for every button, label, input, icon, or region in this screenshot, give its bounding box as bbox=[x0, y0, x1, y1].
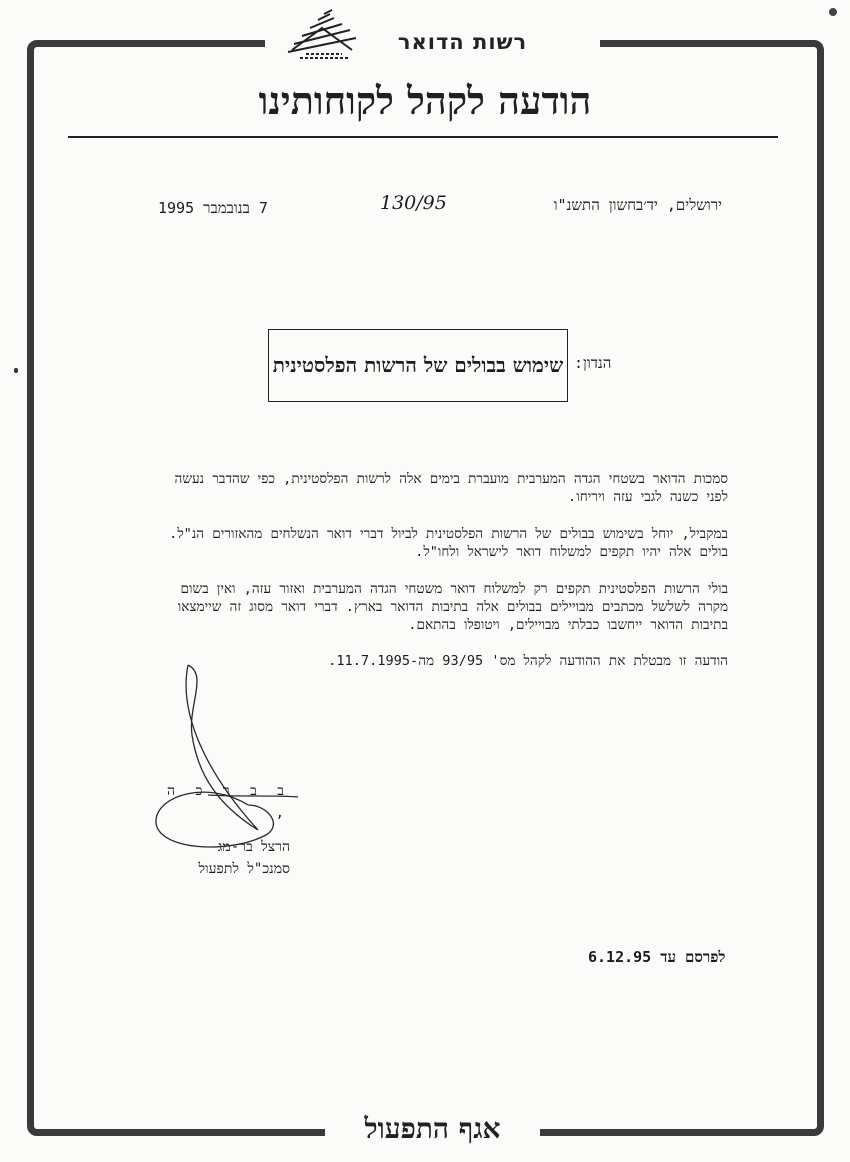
body-paragraph: במקביל, יוחל בשימוש בבולים של הרשות הפלסטינית לביול דברי דואר הנשלחים מהאזורים הנ"ל. בולים אלה יהיו תקפים למשלוח דואר לישראל ולחו"ל. bbox=[169, 526, 728, 560]
page-title: הודעה לקהל לקוחותינו bbox=[258, 78, 592, 123]
closing-greeting: ב ב ר כ ה , bbox=[167, 783, 290, 821]
subject-box bbox=[268, 329, 568, 402]
subject-text: שימוש בבולים של הרשות הפלסטינית bbox=[272, 353, 564, 377]
hebrew-date: ירושלים, יד׳בחשון התשנ"ו bbox=[553, 196, 722, 214]
signer-name: הרצל בר-מג bbox=[217, 839, 290, 855]
scan-speck bbox=[829, 8, 837, 16]
logo-text: רשות הדואר bbox=[397, 30, 528, 54]
body-paragraph: סמכות הדואר בשטחי הגדה המערבית מועברת בימים אלה לרשות הפלסטינית, כפי שהדבר נעשה לפני כשנה לגבי עזה ויריחו. bbox=[174, 471, 728, 505]
subject-label: הנדון: bbox=[574, 354, 612, 372]
title-divider bbox=[68, 136, 778, 138]
body-paragraph: בולי הרשות הפלסטינית תקפים רק למשלוח דואר משטחי הגדה המערבית ואזור עזה, ואין בשום מקרה לשלשל מכתבים מבויילים בבולים אלה בתיבות הדואר בארץ. דברי דואר מסוג זה שיימצאו בתיבות הדואר ייחשבו כבלתי מבויילים, ויטופלו בהתאם. bbox=[177, 581, 728, 633]
footer-department: אגף התפעול bbox=[364, 1112, 501, 1145]
publish-until: לפרסם עד 6.12.95 bbox=[588, 948, 726, 966]
gregorian-date: 7 בנובמבר 1995 bbox=[158, 199, 268, 217]
scan-speck bbox=[14, 368, 18, 373]
signer-title: סמנכ"ל לתפעול bbox=[198, 861, 290, 877]
cancellation-note: הודעה זו מבטלת את ההודעה לקהל מס' 93/95 מה-11.7.1995. bbox=[328, 653, 728, 669]
reference-number: 130/95 bbox=[380, 192, 447, 214]
signature-block bbox=[150, 780, 290, 880]
